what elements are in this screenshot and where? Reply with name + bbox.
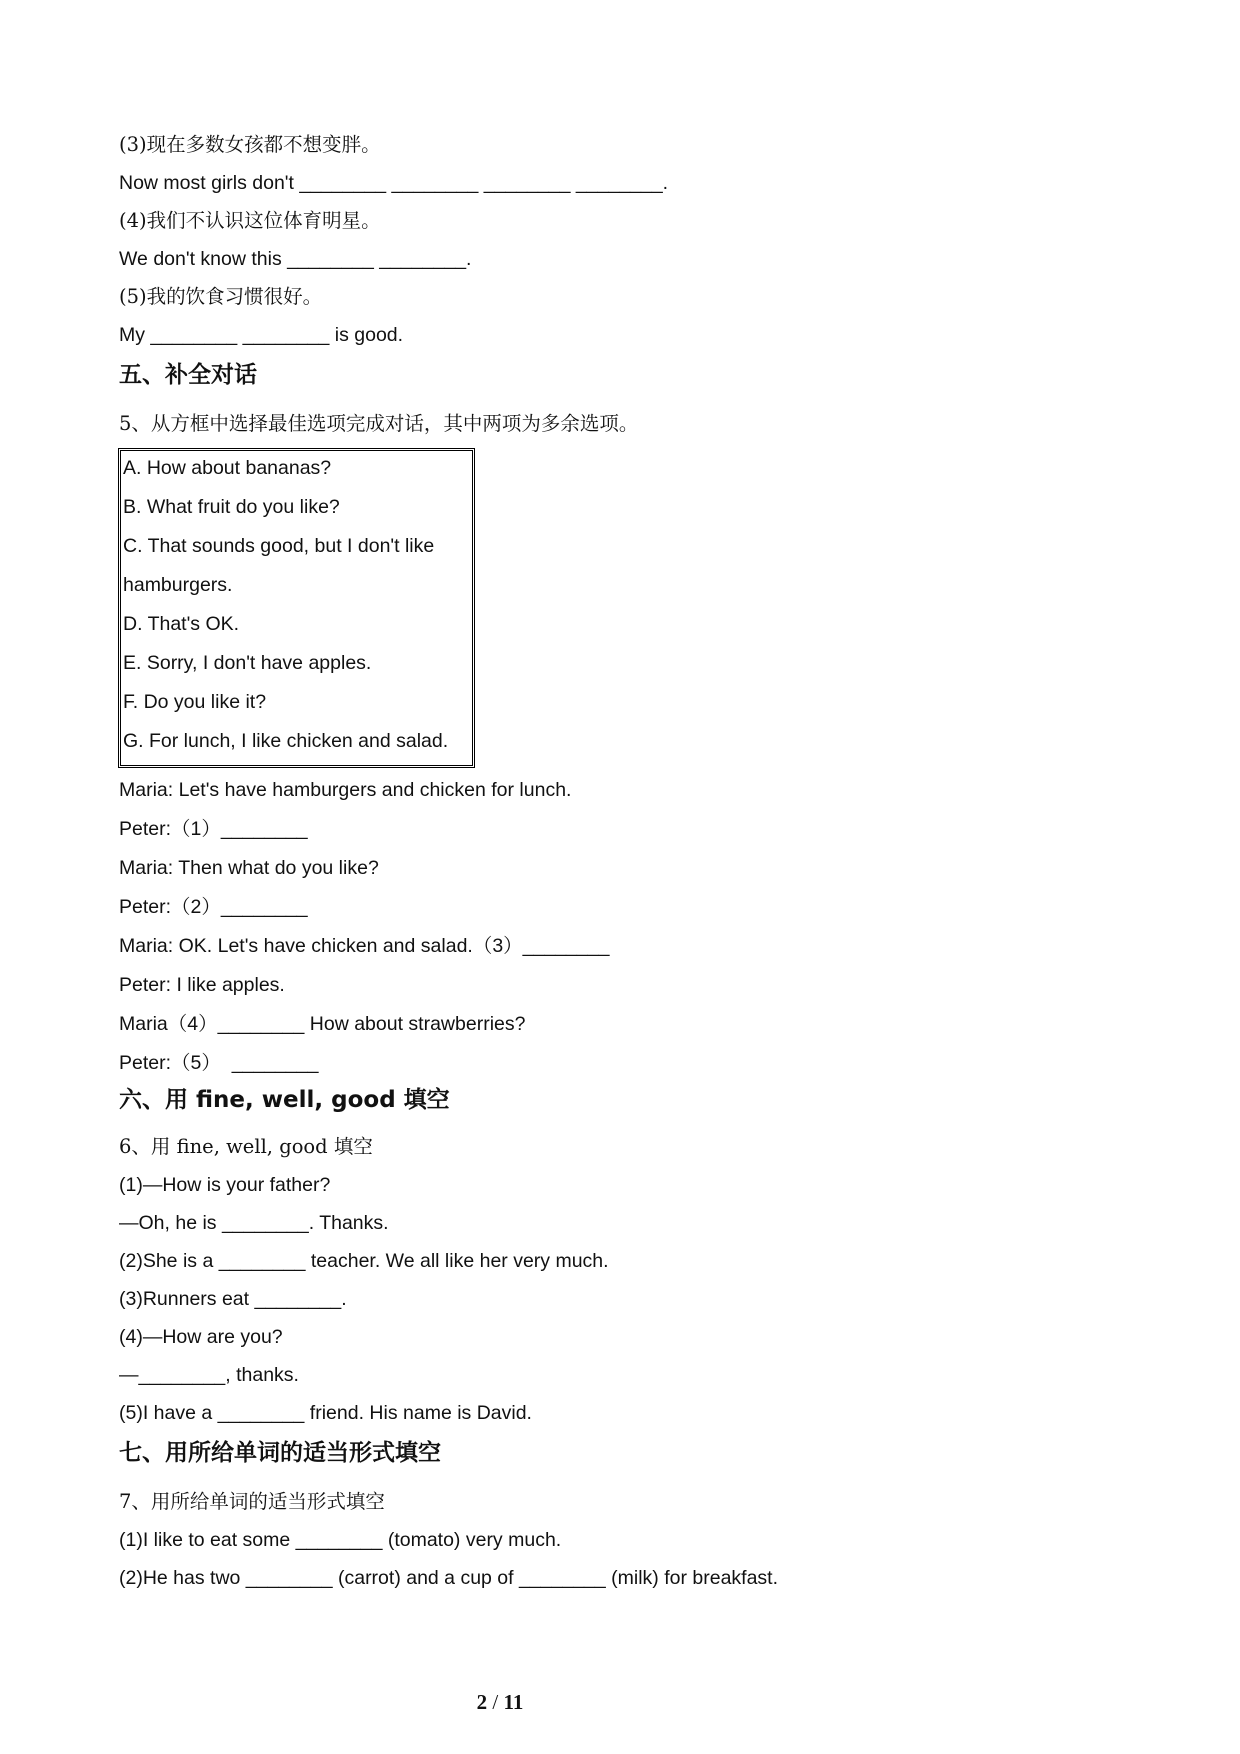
option-d: D. That's OK. bbox=[123, 613, 240, 635]
dialogue-line: Peter:（2）________ bbox=[119, 896, 308, 918]
option-e: E. Sorry, I don't have apples. bbox=[123, 652, 372, 674]
dialogue-line: Maria: Then what do you like? bbox=[119, 857, 379, 879]
question-4-5-english: My ________ ________ is good. bbox=[119, 324, 404, 346]
exercise-line: (5)I have a ________ friend. His name is David. bbox=[119, 1402, 532, 1424]
dialogue-line: Maria: OK. Let's have chicken and salad.（3）________ bbox=[119, 935, 610, 957]
question-4-3-chinese: (3)现在多数女孩都不想变胖。 bbox=[119, 133, 381, 156]
section-5-heading: 五、补全对话 bbox=[119, 362, 257, 388]
question-4-3-english: Now most girls don't ________ ________ ________ ________. bbox=[119, 172, 669, 194]
dialogue-line: Maria（4）________ How about strawberries? bbox=[119, 1013, 526, 1035]
section-5-question: 5、从方框中选择最佳选项完成对话，其中两项为多余选项。 bbox=[119, 412, 639, 435]
exercise-line: —________, thanks. bbox=[119, 1364, 299, 1386]
option-c-continued: hamburgers. bbox=[123, 574, 233, 596]
option-c: C. That sounds good, but I don't like bbox=[123, 535, 435, 557]
page-number bbox=[0, 1690, 1000, 1715]
exercise-line: (4)—How are you? bbox=[119, 1326, 283, 1348]
page-separator: / bbox=[492, 1690, 499, 1714]
section-7-heading: 七、用所给单词的适当形式填空 bbox=[119, 1440, 441, 1466]
option-g: G. For lunch, I like chicken and salad. bbox=[123, 730, 449, 752]
question-4-5-chinese: (5)我的饮食习惯很好。 bbox=[119, 285, 323, 308]
dialogue-line: Maria: Let's have hamburgers and chicken for lunch. bbox=[119, 779, 572, 801]
current-page: 2 bbox=[476, 1690, 488, 1714]
total-pages: 11 bbox=[503, 1690, 524, 1714]
question-4-4-english: We don't know this ________ ________. bbox=[119, 248, 472, 270]
option-a: A. How about bananas? bbox=[123, 457, 332, 479]
exercise-line: —Oh, he is ________. Thanks. bbox=[119, 1212, 389, 1234]
exercise-line: (1)I like to eat some ________ (tomato) very much. bbox=[119, 1529, 562, 1551]
question-4-4-chinese: (4)我们不认识这位体育明星。 bbox=[119, 209, 381, 232]
options-box bbox=[118, 448, 475, 768]
dialogue-line: Peter:（1）________ bbox=[119, 818, 308, 840]
option-b: B. What fruit do you like? bbox=[123, 496, 340, 518]
section-6-question: 6、用 fine, well, good 填空 bbox=[119, 1135, 373, 1158]
option-f: F. Do you like it? bbox=[123, 691, 267, 713]
section-6-heading: 六、用 fine, well, good 填空 bbox=[119, 1087, 450, 1113]
exercise-line: (2)He has two ________ (carrot) and a cup of ________ (milk) for breakfast. bbox=[119, 1567, 779, 1589]
section-7-question: 7、用所给单词的适当形式填空 bbox=[119, 1490, 385, 1513]
exercise-line: (2)She is a ________ teacher. We all like her very much. bbox=[119, 1250, 609, 1272]
exercise-line: (3)Runners eat ________. bbox=[119, 1288, 347, 1310]
dialogue-line: Peter: I like apples. bbox=[119, 974, 285, 996]
exercise-line: (1)—How is your father? bbox=[119, 1174, 331, 1196]
dialogue-line: Peter:（5） ________ bbox=[119, 1052, 319, 1074]
